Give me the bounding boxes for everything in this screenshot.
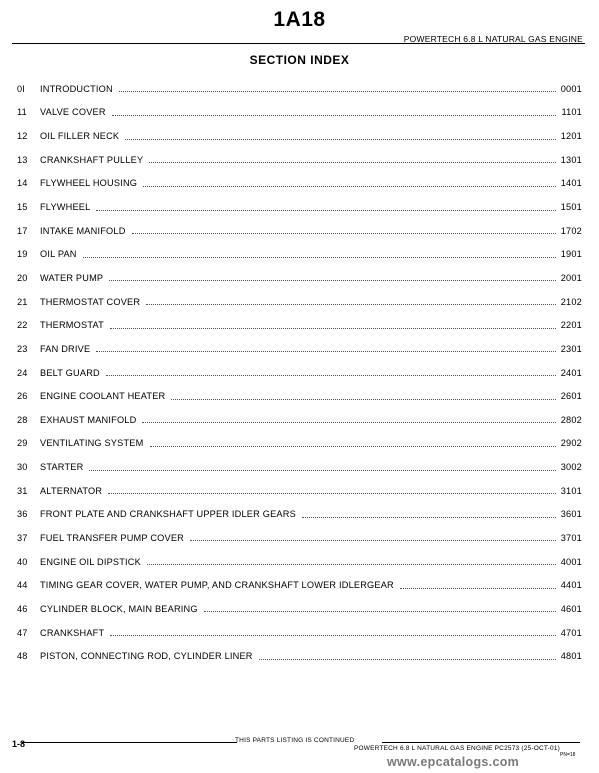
entry-section-number: 28: [17, 414, 28, 425]
entry-page-number: 2601: [560, 391, 582, 402]
entry-title: PISTON, CONNECTING ROD, CYLINDER LINER: [40, 651, 253, 662]
index-entry[interactable]: [17, 526, 582, 550]
entry-section-number: 13: [17, 154, 28, 165]
entry-section-number: 44: [17, 580, 28, 591]
entry-title: CRANKSHAFT PULLEY: [40, 154, 144, 165]
entry-page-number: 2102: [560, 296, 582, 307]
index-entry[interactable]: [17, 550, 582, 574]
entry-page-number: 3101: [560, 485, 582, 496]
entry-page-number: 1101: [561, 107, 582, 118]
entry-page-number: 1702: [560, 225, 582, 236]
entry-title: VENTILATING SYSTEM: [40, 438, 144, 449]
footer-pn: PN=18: [560, 752, 576, 758]
entry-page-number: 1301: [560, 154, 582, 165]
index-entry[interactable]: [17, 479, 582, 503]
entry-page-number: 2201: [560, 320, 582, 331]
dot-leader: [119, 91, 556, 92]
entry-page-number: 4601: [560, 603, 582, 614]
index-entry[interactable]: [17, 621, 582, 645]
entry-section-number: 36: [17, 509, 28, 520]
section-index-title: SECTION INDEX: [249, 53, 350, 67]
entry-section-number: 22: [17, 320, 28, 331]
index-entry[interactable]: [17, 124, 582, 148]
footer-continued-note: THIS PARTS LISTING IS CONTINUED: [235, 737, 355, 744]
entry-page-number: 1901: [560, 249, 582, 260]
entry-page-number: 3002: [560, 462, 582, 473]
entry-section-number: 23: [17, 343, 28, 354]
dot-leader: [147, 564, 556, 565]
entry-title: ALTERNATOR: [40, 485, 103, 496]
entry-page-number: 1201: [560, 131, 582, 142]
entry-page-number: 4801: [560, 651, 582, 662]
index-entry[interactable]: [17, 408, 582, 432]
dot-leader: [259, 659, 556, 660]
entry-section-number: 0I: [17, 83, 26, 94]
index-entry[interactable]: [17, 337, 582, 361]
dot-leader: [109, 280, 556, 281]
dot-leader: [190, 540, 556, 541]
entry-section-number: 30: [17, 462, 28, 473]
entry-title: BELT GUARD: [40, 367, 100, 378]
entry-page-number: 2902: [560, 438, 582, 449]
index-entry[interactable]: [17, 266, 582, 290]
entry-title: STARTER: [40, 462, 84, 473]
entry-title: FAN DRIVE: [40, 343, 91, 354]
entry-title: FLYWHEEL HOUSING: [40, 178, 138, 189]
entry-title: ENGINE OIL DIPSTICK: [40, 556, 141, 567]
entry-section-number: 11: [17, 107, 27, 118]
watermark: www.epcatalogs.com: [387, 755, 520, 769]
entry-title: ENGINE COOLANT HEATER: [40, 391, 166, 402]
section-index-list: [17, 77, 582, 668]
dot-leader: [96, 351, 556, 352]
dot-leader: [150, 446, 557, 447]
entry-title: FUEL TRANSFER PUMP COVER: [40, 532, 184, 543]
dot-leader: [142, 422, 556, 423]
entry-section-number: 15: [17, 202, 28, 213]
dot-leader: [110, 635, 556, 636]
index-entry[interactable]: [17, 361, 582, 385]
catalog-code: 1A18: [273, 8, 326, 31]
entry-page-number: 2301: [560, 343, 582, 354]
entry-section-number: 29: [17, 438, 28, 449]
entry-section-number: 48: [17, 651, 28, 662]
index-entry[interactable]: [17, 313, 582, 337]
dot-leader: [149, 162, 556, 163]
entry-page-number: 4001: [560, 556, 582, 567]
entry-page-number: 2802: [560, 414, 582, 425]
entry-section-number: 46: [17, 603, 28, 614]
dot-leader: [146, 304, 556, 305]
entry-title: WATER PUMP: [40, 272, 104, 283]
dot-leader: [112, 115, 556, 116]
header-rule: [12, 43, 585, 44]
dot-leader: [110, 328, 556, 329]
index-entry[interactable]: [17, 195, 582, 219]
dot-leader: [204, 611, 556, 612]
index-entry[interactable]: [17, 290, 582, 314]
entry-title: VALVE COVER: [40, 107, 106, 118]
dot-leader: [106, 375, 556, 376]
entry-title: THERMOSTAT COVER: [40, 296, 141, 307]
entry-section-number: 26: [17, 391, 28, 402]
footer-rule-right: [382, 742, 580, 743]
dot-leader: [83, 257, 556, 258]
footer-page-number: 1-8: [12, 739, 26, 749]
engine-subtitle: POWERTECH 6.8 L NATURAL GAS ENGINE: [403, 34, 583, 44]
index-entry[interactable]: [17, 219, 582, 243]
dot-leader: [89, 470, 556, 471]
index-entry[interactable]: [17, 455, 582, 479]
entry-title: THERMOSTAT: [40, 320, 104, 331]
entry-section-number: 40: [17, 556, 28, 567]
entry-page-number: 3701: [560, 532, 582, 543]
entry-title: EXHAUST MANIFOLD: [40, 414, 137, 425]
entry-title: INTRODUCTION: [40, 83, 113, 94]
index-entry[interactable]: [17, 432, 582, 456]
entry-title: CRANKSHAFT: [40, 627, 105, 638]
dot-leader: [132, 233, 556, 234]
entry-title: CYLINDER BLOCK, MAIN BEARING: [40, 603, 198, 614]
index-entry[interactable]: [17, 573, 582, 597]
index-entry[interactable]: [17, 644, 582, 668]
entry-page-number: 4401: [560, 580, 582, 591]
index-entry[interactable]: [17, 242, 582, 266]
dot-leader: [96, 210, 556, 211]
index-entry[interactable]: [17, 384, 582, 408]
index-entry[interactable]: [17, 101, 582, 125]
entry-section-number: 12: [17, 131, 28, 142]
index-entry[interactable]: [17, 148, 582, 172]
entry-page-number: 1501: [560, 202, 582, 213]
entry-section-number: 24: [17, 367, 28, 378]
dot-leader: [400, 588, 556, 589]
entry-title: INTAKE MANIFOLD: [40, 225, 126, 236]
dot-leader: [143, 186, 556, 187]
dot-leader: [108, 493, 556, 494]
entry-title: OIL FILLER NECK: [40, 131, 120, 142]
index-entry[interactable]: [17, 77, 582, 101]
entry-title: TIMING GEAR COVER, WATER PUMP, AND CRANKSHAFT LOWER IDLERGEAR: [40, 580, 394, 591]
entry-page-number: 3601: [560, 509, 582, 520]
entry-section-number: 37: [17, 532, 28, 543]
entry-section-number: 47: [17, 627, 28, 638]
index-entry[interactable]: [17, 172, 582, 196]
index-entry[interactable]: [17, 597, 582, 621]
entry-section-number: 17: [17, 225, 28, 236]
entry-title: FLYWHEEL: [40, 202, 91, 213]
dot-leader: [125, 139, 556, 140]
entry-page-number: 2001: [560, 272, 582, 283]
entry-title: FRONT PLATE AND CRANKSHAFT UPPER IDLER GEARS: [40, 509, 296, 520]
dot-leader: [302, 517, 556, 518]
entry-section-number: 14: [17, 178, 28, 189]
index-entry[interactable]: [17, 503, 582, 527]
entry-section-number: 21: [17, 296, 28, 307]
entry-section-number: 19: [17, 249, 28, 260]
entry-page-number: 1401: [560, 178, 582, 189]
footer-rule-left: [22, 742, 237, 743]
entry-page-number: 2401: [560, 367, 582, 378]
entry-page-number: 4701: [560, 627, 582, 638]
entry-section-number: 31: [17, 485, 28, 496]
dot-leader: [171, 399, 556, 400]
entry-page-number: 0001: [560, 83, 582, 94]
footer-engine-info: POWERTECH 6.8 L NATURAL GAS ENGINE PC2573 (25-OCT-01): [354, 745, 561, 752]
entry-title: OIL PAN: [40, 249, 77, 260]
entry-section-number: 20: [17, 272, 28, 283]
